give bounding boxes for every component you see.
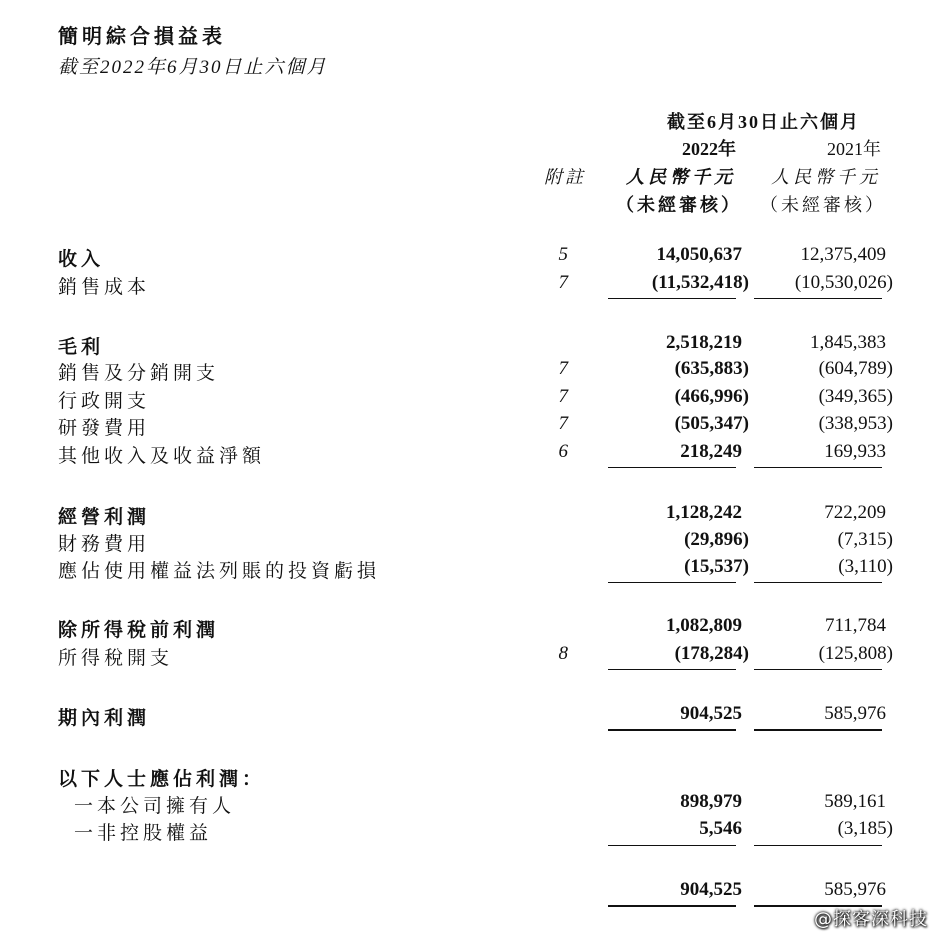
- row-label: 收入: [58, 248, 105, 270]
- subtotal-rule: [608, 582, 736, 583]
- value-2022: 898,979: [680, 791, 742, 812]
- value-2021: 722,209: [824, 502, 886, 523]
- year-2021-header: 2021年: [827, 139, 881, 159]
- note-header: 附註: [544, 167, 586, 187]
- table-row: [0, 791, 942, 819]
- row-note: 8: [558, 643, 568, 664]
- total-double-rule: [608, 729, 736, 731]
- row-label: 行政開支: [58, 390, 151, 412]
- table-row: [0, 703, 942, 731]
- value-2021: (3,110): [838, 556, 893, 577]
- watermark: @探客深科技: [814, 909, 928, 930]
- row-label: 財務費用: [58, 533, 151, 555]
- value-2022: 2,518,219: [666, 332, 742, 353]
- value-2022: 1,128,242: [666, 502, 742, 523]
- table-row: [0, 529, 942, 557]
- table-row: [0, 413, 942, 441]
- total-double-rule: [754, 729, 882, 731]
- table-row: [0, 441, 942, 469]
- row-label: 期內利潤: [58, 707, 151, 729]
- currency-2021-header: 人民幣千元: [771, 167, 881, 187]
- row-label: 所得稅開支: [58, 647, 174, 669]
- row-label: 毛利: [58, 336, 105, 358]
- row-label: 一非控股權益: [74, 822, 213, 844]
- subtotal-rule: [608, 669, 736, 670]
- table-row: [0, 615, 942, 643]
- subtotal-rule: [608, 845, 736, 846]
- table-row: [0, 386, 942, 414]
- value-2022: (11,532,418): [651, 272, 749, 293]
- row-label: 銷售及分銷開支: [58, 362, 220, 384]
- row-note: 6: [558, 441, 568, 462]
- row-note: 7: [558, 272, 568, 293]
- row-label: 其他收入及收益淨額: [58, 445, 266, 467]
- value-2021: 585,976: [824, 879, 886, 900]
- table-row: [0, 332, 942, 360]
- value-2021: 1,845,383: [810, 332, 886, 353]
- value-2022: (505,347): [674, 413, 749, 434]
- value-2021: (349,365): [818, 386, 893, 407]
- year-2022-header: 2022年: [682, 139, 736, 159]
- row-note: 5: [558, 244, 568, 265]
- value-2021: 169,933: [824, 441, 886, 462]
- row-note: 7: [558, 386, 568, 407]
- value-2021: 589,161: [824, 791, 886, 812]
- audit-2021-header: （未經審核）: [760, 195, 886, 215]
- table-row: [0, 244, 942, 272]
- row-label: 以下人士應佔利潤：: [58, 768, 266, 790]
- page-subtitle: 截至2022年6月30日止六個月: [58, 57, 328, 78]
- value-2021: (10,530,026): [794, 272, 893, 293]
- row-note: 7: [558, 413, 568, 434]
- value-2021: (125,808): [818, 643, 893, 664]
- value-2022: (466,996): [674, 386, 749, 407]
- value-2021: (338,953): [818, 413, 893, 434]
- period-header: 截至6月30日止六個月: [667, 112, 860, 132]
- row-label: 一本公司擁有人: [74, 795, 236, 817]
- value-2021: (604,789): [818, 358, 893, 379]
- value-2022: (635,883): [674, 358, 749, 379]
- value-2021: (3,185): [837, 818, 893, 839]
- row-label: 研發費用: [58, 417, 151, 439]
- row-label: 經營利潤: [58, 506, 151, 528]
- subtotal-rule: [754, 845, 882, 846]
- subtotal-rule: [754, 582, 882, 583]
- subtotal-rule: [608, 298, 736, 299]
- table-row: [0, 818, 942, 846]
- row-label: 除所得稅前利潤: [58, 619, 220, 641]
- value-2021: (7,315): [837, 529, 893, 550]
- subtotal-rule: [608, 467, 736, 468]
- table-row: [0, 879, 942, 907]
- table-row: [0, 643, 942, 671]
- row-note: 7: [558, 358, 568, 379]
- subtotal-rule: [754, 298, 882, 299]
- table-row: [0, 358, 942, 386]
- table-row: [0, 556, 942, 584]
- currency-2022-header: 人民幣千元: [626, 167, 736, 187]
- table-row: [0, 502, 942, 530]
- value-2021: 12,375,409: [800, 244, 886, 265]
- value-2022: 5,546: [699, 818, 742, 839]
- value-2022: (178,284): [674, 643, 749, 664]
- value-2022: 14,050,637: [656, 244, 742, 265]
- value-2022: 904,525: [680, 703, 742, 724]
- row-label: 銷售成本: [58, 276, 151, 298]
- subtotal-rule: [754, 467, 882, 468]
- value-2021: 585,976: [824, 703, 886, 724]
- page-title: 簡明綜合損益表: [58, 24, 226, 48]
- audit-2022-header: （未經審核）: [616, 195, 742, 215]
- table-row: [0, 764, 942, 792]
- row-label: 應佔使用權益法列賬的投資虧損: [58, 560, 381, 582]
- value-2022: 218,249: [680, 441, 742, 462]
- value-2021: 711,784: [824, 615, 886, 636]
- table-row: [0, 272, 942, 300]
- value-2022: 1,082,809: [666, 615, 742, 636]
- total-double-rule: [608, 905, 736, 907]
- subtotal-rule: [754, 669, 882, 670]
- value-2022: 904,525: [680, 879, 742, 900]
- value-2022: (29,896): [684, 529, 749, 550]
- value-2022: (15,537): [684, 556, 749, 577]
